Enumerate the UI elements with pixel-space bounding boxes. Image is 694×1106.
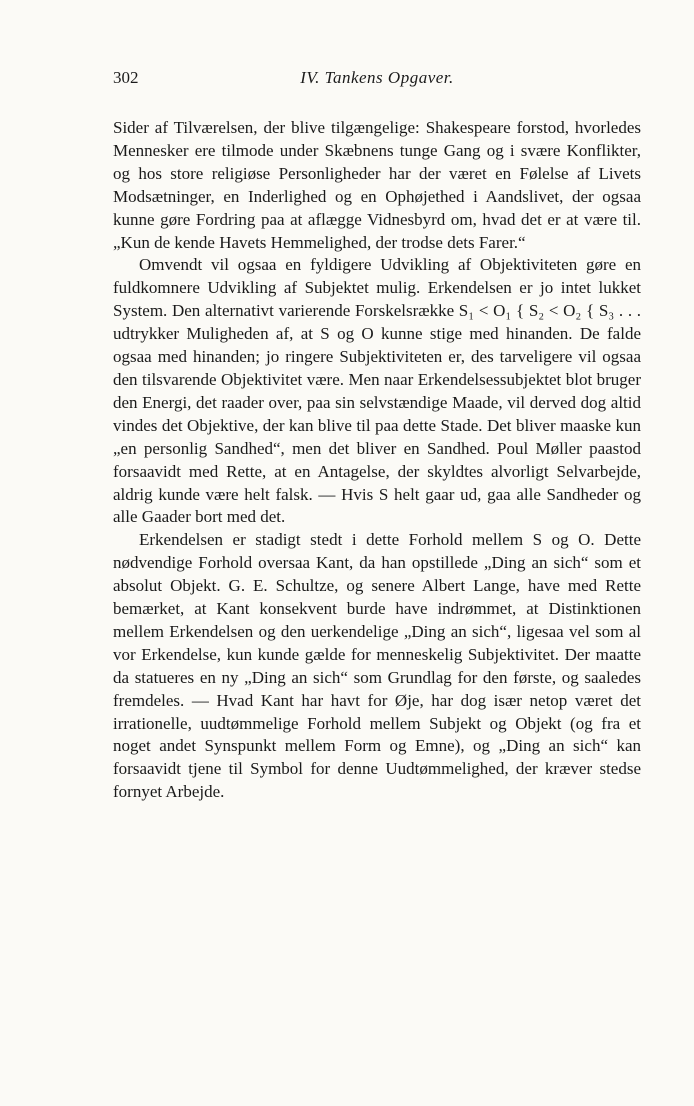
page-number: 302 [113,68,139,87]
body-text [113,117,641,804]
page-header [113,68,641,90]
paragraph: Erkendelsen er stadigt stedt i dette Forhold mellem S og O. Dette nødvendige Forhold oversaa Kant, da han opstillede „Ding an sich“ som et absolut Objekt. G. E. Schultze, og senere Albert Lange, have med Rette bemærket, at Kant konsekvent burde have indrømmet, at Distinktionen mellem Erkendelsen og den uerkendelige „Ding an sich“, ligesaa vel som al vor Erkendelse, kun kunde gælde for menneskelig Subjektivitet. Der maatte da statueres en ny „Ding an sich“ som Grundlag for den første, og saaledes fremdeles. — Hvad Kant har havt for Øje, har dog især netop været det irrationelle, uudtømmelige Forhold mellem Subjekt og Objekt (og fra et noget andet Synspunkt mellem Form og Emne), og „Ding an sich“ kan forsaavidt tjene til Symbol for denne Uudtømmelighed, der kræver stedse fornyet Arbejde. [113,530,641,802]
running-head: IV. Tankens Opgaver. [300,68,454,87]
paragraph: Sider af Tilværelsen, der blive tilgængelige: Shakespeare forstod, hvorledes Mennesker ere tilmode under Skæbnens tunge Gang og i svære Konflikter, og hos store religiøse Personligheder har der været en Følelse af Livets Modsætninger, en Inderlighed og en Ophøjethed i Aandslivet, der ogsaa kunne gøre Fordring paa at aflægge Vidnesbyrd om, hvad det er at være til. „Kun de kende Havets Hemmelighed, der trodse dets Farer.“ [113,118,641,252]
paragraph: Omvendt vil ogsaa en fyldigere Udvikling af Objektiviteten gøre en fuldkomnere Udvikling af Subjektet mulig. Erkendelsen er jo intet lukket System. Den alternativt varierende Forskelsrække S₁ < O₁ { S₂ < O₂ { S₃ . . . udtrykker Muligheden af, at S og O kunne stige med hinanden. De falde ogsaa med hinanden; jo ringere Subjektiviteten er, des tarveligere vil ogsaa den tilsvarende Objektivitet være. Men naar Erkendelsessubjektet blot bruger den Energi, det raader over, paa sin selvstændige Maade, vil derved dog altid vindes det Objektive, der kan blive til paa dette Stade. Det bliver maaske kun „en personlig Sandhed“, men det bliver en Sandhed. Poul Møller paastod forsaavidt med Rette, at en Antagelse, der skyldtes alvorligt Selvarbejde, aldrig kunde være helt falsk. — Hvis S helt gaar ud, gaa alle Sandheder og alle Gaader bort med det. [113,255,641,527]
